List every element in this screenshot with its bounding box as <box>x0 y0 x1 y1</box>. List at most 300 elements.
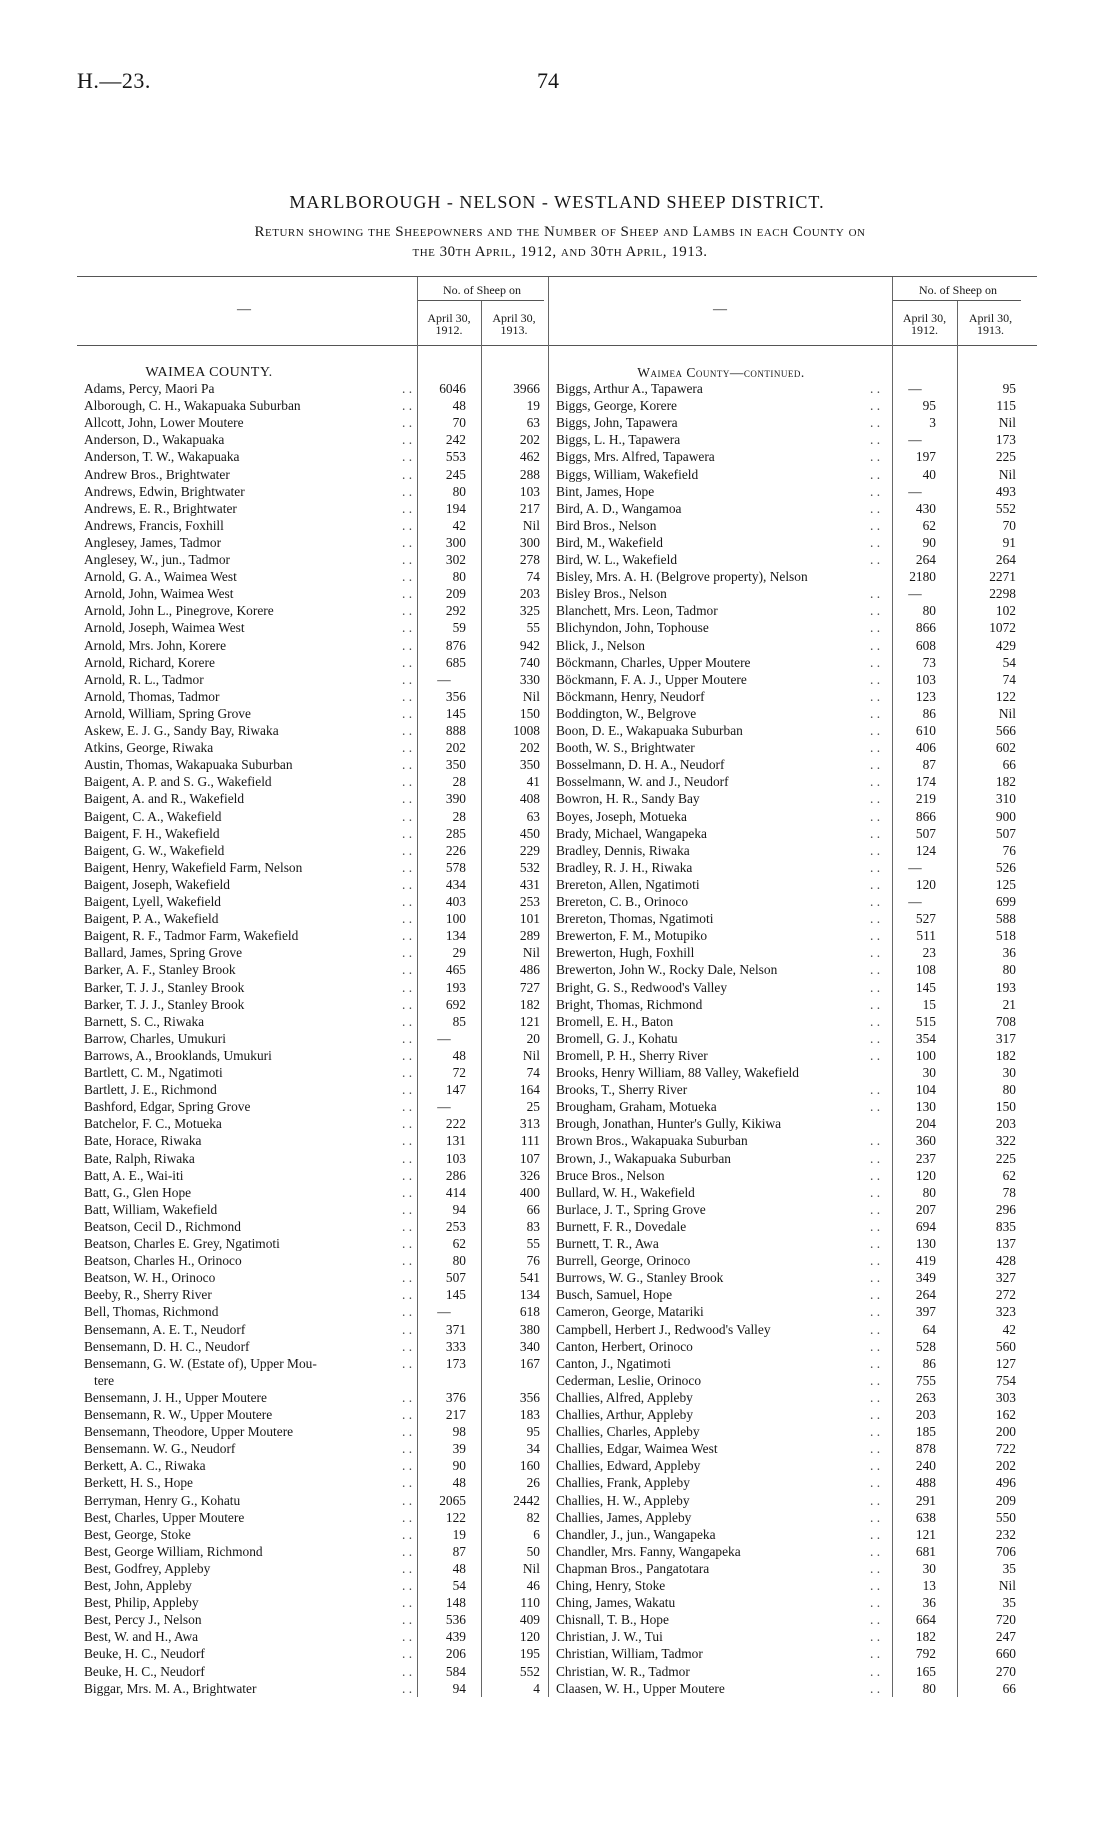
owner-name: Best, George William, Richmond <box>84 1543 263 1559</box>
owner-name: Challies, Alfred, Appleby <box>556 1389 693 1405</box>
sheep-1913-cell: 722 <box>995 1441 1016 1457</box>
sheep-1913-cell: 63 <box>526 808 540 824</box>
owner-name: Batt, A. E., Wai-iti <box>84 1167 184 1183</box>
sheep-1912-cell: 80 <box>922 1680 936 1696</box>
leader-dots: . . <box>870 911 881 927</box>
sheep-1913-cell: Nil <box>522 1047 540 1063</box>
owner-name: Christian, W. R., Tadmor <box>556 1663 690 1679</box>
table-row <box>84 466 546 483</box>
sheep-1913-cell: 202 <box>519 740 540 756</box>
sheep-1913-cell: 66 <box>1002 757 1016 773</box>
sheep-1912-cell: 515 <box>915 1013 936 1029</box>
table-row <box>556 1372 1022 1389</box>
right-name-header: — <box>713 302 727 317</box>
sheep-1913-cell: 550 <box>995 1509 1016 1525</box>
leader-dots: . . <box>402 1321 413 1337</box>
table-row <box>84 1577 546 1594</box>
sheep-1912-cell: 86 <box>922 1355 936 1371</box>
table-row <box>84 1338 546 1355</box>
sheep-1913-cell: 270 <box>995 1663 1016 1679</box>
sheep-1912-cell: 333 <box>445 1338 466 1354</box>
owner-name: Berkett, A. C., Riwaka <box>84 1458 206 1474</box>
sheep-1913-cell: 3966 <box>513 381 540 396</box>
sheep-1912-cell: 86 <box>922 705 936 721</box>
leader-dots: . . <box>402 1526 413 1542</box>
leader-dots: . . <box>870 500 881 516</box>
leader-dots: . . <box>870 449 881 465</box>
leader-dots: . . <box>870 705 881 721</box>
table-row <box>84 568 546 585</box>
sheep-1913-cell: 323 <box>995 1304 1016 1320</box>
sheep-1912-cell: 94 <box>452 1201 466 1217</box>
sheep-1913-cell: 431 <box>519 876 540 892</box>
table-row <box>556 893 1022 910</box>
owner-name: Bromell, P. H., Sherry River <box>556 1047 708 1063</box>
table-row <box>84 927 546 944</box>
table-row <box>84 944 546 961</box>
right-col2-header: April 30, 1913. <box>968 311 1013 337</box>
owner-name: Chisnall, T. B., Hope <box>556 1612 669 1628</box>
leader-dots: . . <box>402 1184 413 1200</box>
leader-dots: . . <box>870 1646 881 1662</box>
sheep-1912-cell: 434 <box>445 876 466 892</box>
owner-name: Ching, Henry, Stoke <box>556 1578 666 1593</box>
owner-name: Arnold, G. A., Waimea West <box>84 569 237 585</box>
owner-name: Andrews, E. R., Brightwater <box>84 500 237 516</box>
leader-dots: . . <box>402 1595 413 1611</box>
leader-dots: . . <box>402 1304 413 1320</box>
sheep-1912-cell: 80 <box>922 603 936 619</box>
owner-name: Bensemann, G. W. (Estate of), Upper Mou- <box>84 1355 317 1371</box>
document-reference: H.—23. <box>77 68 151 93</box>
sheep-1912-cell: 286 <box>445 1167 466 1183</box>
sheep-1913-cell: 115 <box>996 398 1016 414</box>
owner-name: Bensemann, A. E. T., Neudorf <box>84 1321 246 1337</box>
owner-name: Cameron, George, Matariki <box>556 1304 704 1320</box>
owner-name: Ballard, James, Spring Grove <box>84 945 243 961</box>
table-row <box>84 876 546 893</box>
leader-dots: . . <box>870 1509 881 1525</box>
middle-divider <box>548 277 549 1697</box>
leader-dots: . . <box>870 1218 881 1234</box>
leader-dots: . . <box>402 1389 413 1405</box>
sheep-1913-cell: 602 <box>995 740 1016 756</box>
sheep-1913-cell: Nil <box>998 466 1016 482</box>
leader-dots: . . <box>870 1612 881 1628</box>
owner-name: Challies, James, Appleby <box>556 1509 692 1525</box>
leader-dots: . . <box>402 1201 413 1217</box>
leader-dots: . . <box>870 1492 881 1508</box>
sheep-1913-cell: 195 <box>519 1646 540 1662</box>
sheep-1913-cell: 125 <box>995 876 1016 892</box>
sheep-1912-cell: 194 <box>445 500 466 516</box>
owner-name: Barker, T. J. J., Stanley Brook <box>84 996 245 1012</box>
sheep-1913-cell: 122 <box>995 688 1016 704</box>
sheep-1912-cell: 866 <box>915 808 936 824</box>
owner-name: Bradley, R. J. H., Riwaka <box>556 859 693 875</box>
owner-name: Best, Philip, Appleby <box>84 1595 199 1611</box>
sheep-1912-cell: 2065 <box>439 1492 466 1508</box>
sheep-1913-cell: 496 <box>995 1475 1016 1491</box>
document-subtitle-line-1: Return showing the Sheepowners and the Number of Sheep and Lambs in each County on <box>254 224 866 240</box>
table-row <box>84 1030 546 1047</box>
table-row <box>556 585 1022 602</box>
leader-dots: . . <box>402 1150 413 1166</box>
table-row <box>556 431 1022 448</box>
leader-dots: . . <box>870 876 881 892</box>
sheep-1912-cell: 193 <box>445 979 466 995</box>
table-row <box>84 1423 546 1440</box>
owner-name: Brady, Michael, Wangapeka <box>556 825 707 841</box>
sheep-1912-cell: 349 <box>915 1270 936 1286</box>
leader-dots: . . <box>870 1236 881 1251</box>
table-row <box>556 1167 1022 1184</box>
sheep-1913-cell: 303 <box>995 1389 1016 1405</box>
leader-dots: . . <box>402 500 413 516</box>
sheep-1913-cell: 55 <box>526 620 540 636</box>
owner-name: Anderson, T. W., Wakapuaka <box>84 449 240 465</box>
sheep-1913-cell: 35 <box>1002 1560 1016 1576</box>
owner-name: Bensemann. W. G., Neudorf <box>84 1441 236 1457</box>
sheep-1913-cell: 313 <box>519 1116 540 1132</box>
table-row <box>84 688 546 705</box>
right-section-heading: Waimea County—continued. <box>637 365 805 380</box>
table-row <box>556 1047 1022 1064</box>
table-row <box>556 414 1022 431</box>
table-row <box>84 1628 546 1645</box>
sheep-1912-cell: 876 <box>445 637 466 653</box>
leader-dots: . . <box>402 1543 413 1559</box>
sheep-1913-cell: 193 <box>995 979 1016 995</box>
sheep-1913-cell: 107 <box>519 1150 540 1166</box>
sheep-1913-cell: 101 <box>519 911 540 927</box>
owner-name: Anderson, D., Wakapuaka <box>84 432 225 448</box>
table-row <box>84 756 546 773</box>
sheep-1912-cell: 62 <box>922 517 936 533</box>
sheep-1912-cell: 360 <box>915 1133 936 1149</box>
table-row <box>556 671 1022 688</box>
sheep-1912-cell: 48 <box>452 1475 466 1491</box>
owner-name: Alborough, C. H., Wakapuaka Suburban <box>84 398 301 414</box>
leader-dots: . . <box>870 534 881 550</box>
leader-dots: . . <box>870 1304 881 1320</box>
owner-name: Canton, Herbert, Orinoco <box>556 1338 693 1354</box>
owner-name: Baigent, C. A., Wakefield <box>84 808 222 824</box>
sheep-1912-cell: 202 <box>445 740 466 756</box>
sheep-1913-cell: 36 <box>1002 945 1016 961</box>
owner-name: Biggs, John, Tapawera <box>556 415 678 431</box>
sheep-1912-cell: 285 <box>445 825 466 841</box>
sheep-1913-cell: 900 <box>995 808 1016 824</box>
table-row <box>556 1526 1022 1543</box>
sheep-1913-cell: 74 <box>526 569 540 585</box>
leader-dots: . . <box>402 962 413 978</box>
sheep-1912-cell: 584 <box>445 1663 466 1679</box>
table-row <box>84 1167 546 1184</box>
sheep-1912-cell: 80 <box>452 483 466 499</box>
table-row <box>84 602 546 619</box>
owner-name: Brewerton, John W., Rocky Dale, Nelson <box>556 962 778 978</box>
sheep-1913-cell: 20 <box>526 1030 540 1046</box>
sheep-1913-cell: 70 <box>1002 517 1016 533</box>
header-bottom-rule <box>77 345 1037 346</box>
table-row <box>84 1457 546 1474</box>
sheep-1913-cell: 66 <box>1002 1680 1016 1696</box>
leader-dots: . . <box>870 1629 881 1645</box>
sheep-1912-cell: 120 <box>915 1167 936 1183</box>
sheep-1913-cell: 203 <box>519 586 540 602</box>
sheep-1912-cell: 80 <box>452 1253 466 1269</box>
table-row <box>84 790 546 807</box>
leader-dots: . . <box>870 1167 881 1183</box>
sheep-1912-cell: 120 <box>915 876 936 892</box>
table-row <box>556 705 1022 722</box>
sheep-1913-cell: 272 <box>995 1287 1016 1303</box>
sheep-1913-cell: 42 <box>1002 1321 1016 1337</box>
leader-dots: . . <box>402 1458 413 1474</box>
table-row <box>84 585 546 602</box>
sheep-1913-cell: 182 <box>995 774 1016 790</box>
leader-dots: . . <box>402 1236 413 1251</box>
table-row <box>84 1611 546 1628</box>
sheep-1912-cell: 42 <box>452 517 466 533</box>
table-row <box>84 1252 546 1269</box>
leader-dots: . . <box>870 1253 881 1269</box>
table-row <box>556 1235 1022 1252</box>
sheep-1913-cell: 493 <box>995 483 1016 499</box>
leader-dots: . . <box>402 705 413 721</box>
sheep-1913-cell: 19 <box>526 398 540 414</box>
sheep-1913-cell: 182 <box>995 1047 1016 1063</box>
table-row <box>84 979 546 996</box>
leader-dots: . . <box>402 688 413 704</box>
owner-name: Best, George, Stoke <box>84 1526 191 1542</box>
owner-name: Beatson, W. H., Orinoco <box>84 1270 216 1286</box>
sheep-1912-cell: 692 <box>445 996 466 1012</box>
sheep-1912-cell: 553 <box>445 449 466 465</box>
owner-name: Boddington, W., Belgrove <box>556 705 697 721</box>
sheep-1913-cell: 727 <box>519 979 540 995</box>
leader-dots: . . <box>402 586 413 602</box>
sheep-1912-cell: 253 <box>445 1218 466 1234</box>
table-row <box>84 1303 546 1320</box>
sheep-1913-cell: 160 <box>519 1458 540 1474</box>
owner-name: Boon, D. E., Wakapuaka Suburban <box>556 723 743 738</box>
leader-dots: . . <box>870 483 881 499</box>
table-row <box>556 927 1022 944</box>
leader-dots: . . <box>870 1441 881 1457</box>
owner-name: Biggs, Arthur A., Tapawera <box>556 381 703 396</box>
table-row <box>556 654 1022 671</box>
table-row <box>556 1252 1022 1269</box>
sheep-1912-cell: 610 <box>915 723 936 738</box>
owner-name: Chandler, J., jun., Wangapeka <box>556 1526 716 1542</box>
sheep-1913-cell: 121 <box>519 1013 540 1029</box>
leader-dots: . . <box>402 1646 413 1662</box>
leader-dots: . . <box>402 911 413 927</box>
sheep-1913-cell: 1072 <box>989 620 1016 636</box>
sheep-1912-cell: 356 <box>445 688 466 704</box>
sheep-1913-cell: 408 <box>519 791 540 807</box>
table-row <box>84 1150 546 1167</box>
sheep-1913-cell: 289 <box>519 928 540 944</box>
table-row <box>84 910 546 927</box>
owner-name: Burrows, W. G., Stanley Brook <box>556 1270 724 1286</box>
leader-dots: . . <box>870 894 881 909</box>
table-row <box>556 1184 1022 1201</box>
owner-name: Bromell, G. J., Kohatu <box>556 1030 678 1046</box>
sheep-1912-cell: 39 <box>452 1441 466 1457</box>
owner-name: Ching, James, Wakatu <box>556 1595 676 1611</box>
sheep-1912-cell: 264 <box>915 552 936 567</box>
sheep-1913-cell: 264 <box>995 552 1016 567</box>
sheep-1912-cell: 2180 <box>909 569 936 585</box>
sheep-1912-cell: 209 <box>445 586 466 602</box>
owner-name: Andrews, Edwin, Brightwater <box>84 483 245 499</box>
leader-dots: . . <box>402 1133 413 1149</box>
leader-dots: . . <box>402 449 413 465</box>
leader-dots: . . <box>870 415 881 431</box>
owner-name: Arnold, Joseph, Waimea West <box>84 620 245 636</box>
table-row <box>556 756 1022 773</box>
sheep-1912-cell: 866 <box>915 620 936 636</box>
sheep-1913-cell: 232 <box>995 1526 1016 1542</box>
owner-name: Barrow, Charles, Umukuri <box>84 1030 226 1046</box>
leader-dots: . . <box>870 552 881 567</box>
sheep-1913-cell: 25 <box>526 1099 540 1115</box>
table-row <box>84 1543 546 1560</box>
sheep-1912-cell: 371 <box>445 1321 466 1337</box>
sheep-1912-cell: 87 <box>922 757 936 773</box>
owner-name: Brooks, T., Sherry River <box>556 1082 688 1098</box>
sheep-1913-cell: 350 <box>519 757 540 773</box>
table-row <box>556 1355 1022 1372</box>
left-col1-header: April 30, 1912. <box>427 311 471 337</box>
table-row <box>84 1132 546 1149</box>
table-row <box>556 1150 1022 1167</box>
owner-name: Booth, W. S., Brightwater <box>556 740 695 756</box>
table-row <box>556 1457 1022 1474</box>
leader-dots: . . <box>402 1612 413 1628</box>
leader-dots: . . <box>870 688 881 704</box>
sheep-1912-cell: — <box>437 1030 451 1046</box>
owner-name: Berryman, Henry G., Kohatu <box>84 1492 241 1508</box>
leader-dots: . . <box>402 1047 413 1063</box>
sheep-1913-cell: 486 <box>519 962 540 978</box>
sheep-1912-cell: 30 <box>922 1560 936 1576</box>
table-row <box>556 979 1022 996</box>
owner-name: Böckmann, F. A. J., Upper Moutere <box>556 671 747 687</box>
table-row <box>84 654 546 671</box>
owner-name: Boyes, Joseph, Motueka <box>556 808 687 824</box>
leader-dots: . . <box>870 671 881 687</box>
leader-dots: . . <box>870 517 881 533</box>
leader-dots: . . <box>870 962 881 978</box>
leader-dots: . . <box>402 432 413 448</box>
owner-name: Brereton, Allen, Ngatimoti <box>556 876 700 892</box>
sheep-1913-cell: 518 <box>995 928 1016 944</box>
sheep-1913-cell: 532 <box>519 859 540 875</box>
leader-dots: . . <box>402 894 413 909</box>
table-row <box>556 739 1022 756</box>
leader-dots: . . <box>402 1407 413 1422</box>
sheep-1913-cell: 91 <box>1002 534 1016 550</box>
table-row <box>84 1064 546 1081</box>
table-row <box>556 1543 1022 1560</box>
table-row <box>84 859 546 876</box>
owner-name: Baigent, Henry, Wakefield Farm, Nelson <box>84 859 303 875</box>
owner-name: Best, Charles, Upper Moutere <box>84 1509 245 1525</box>
leader-dots: . . <box>870 1560 881 1576</box>
sheep-1912-cell: 528 <box>915 1338 936 1354</box>
table-row <box>84 808 546 825</box>
owner-name: Bisley Bros., Nelson <box>556 586 667 602</box>
sheep-1912-cell: 217 <box>445 1407 466 1422</box>
sheep-1912-cell: 23 <box>922 945 936 961</box>
sheep-1913-cell: Nil <box>522 517 540 533</box>
sheep-1912-cell: 64 <box>922 1321 936 1337</box>
leader-dots: . . <box>402 928 413 944</box>
sheep-1913-cell: 229 <box>519 842 540 858</box>
sheep-1913-cell: 618 <box>519 1304 540 1320</box>
table-row <box>84 1492 546 1509</box>
sheep-1913-cell: 278 <box>519 552 540 567</box>
sheep-1913-cell: 111 <box>520 1133 540 1149</box>
owner-name: Beatson, Cecil D., Richmond <box>84 1218 241 1234</box>
sheep-1913-cell: 200 <box>995 1424 1016 1440</box>
table-row <box>84 842 546 859</box>
leader-dots: . . <box>402 381 413 396</box>
sheep-1912-cell: 48 <box>452 398 466 414</box>
table-row <box>556 1286 1022 1303</box>
table-row <box>556 483 1022 500</box>
leader-dots: . . <box>870 996 881 1012</box>
table-row <box>556 688 1022 705</box>
sheep-1912-cell: 174 <box>915 774 936 790</box>
sheep-1913-cell: 706 <box>995 1543 1016 1559</box>
owner-name: Bate, Ralph, Riwaka <box>84 1150 195 1166</box>
sheep-1912-cell: 95 <box>922 398 936 414</box>
sheep-1913-cell: 327 <box>995 1270 1016 1286</box>
sheep-1913-cell: 317 <box>995 1030 1016 1046</box>
leader-dots: . . <box>870 757 881 773</box>
owner-name: Brereton, Thomas, Ngatimoti <box>556 911 714 927</box>
table-row <box>84 1098 546 1115</box>
table-row <box>84 893 546 910</box>
table-row <box>556 842 1022 859</box>
sheep-1912-cell: 28 <box>452 808 466 824</box>
leader-dots: . . <box>870 1013 881 1029</box>
leader-dots: . . <box>870 945 881 961</box>
sheep-1912-cell: 19 <box>452 1526 466 1542</box>
leader-dots: . . <box>402 791 413 807</box>
sheep-1912-cell: 226 <box>445 842 466 858</box>
owner-name: Brougham, Graham, Motueka <box>556 1099 717 1115</box>
sheep-1912-cell: 130 <box>915 1236 936 1251</box>
sheep-1913-cell: 699 <box>995 894 1016 909</box>
sheep-1912-cell: 527 <box>915 911 936 927</box>
sheep-1912-cell: — <box>437 1304 451 1320</box>
table-row <box>556 1663 1022 1680</box>
sheep-1912-cell: 263 <box>915 1389 936 1405</box>
table-row <box>556 397 1022 414</box>
table-row <box>556 722 1022 739</box>
sheep-1913-cell: 82 <box>526 1509 540 1525</box>
leader-dots: . . <box>402 1218 413 1234</box>
table-row <box>84 1355 546 1372</box>
owner-name: Best, Percy J., Nelson <box>84 1612 202 1628</box>
sheep-1913-cell: 102 <box>995 603 1016 619</box>
